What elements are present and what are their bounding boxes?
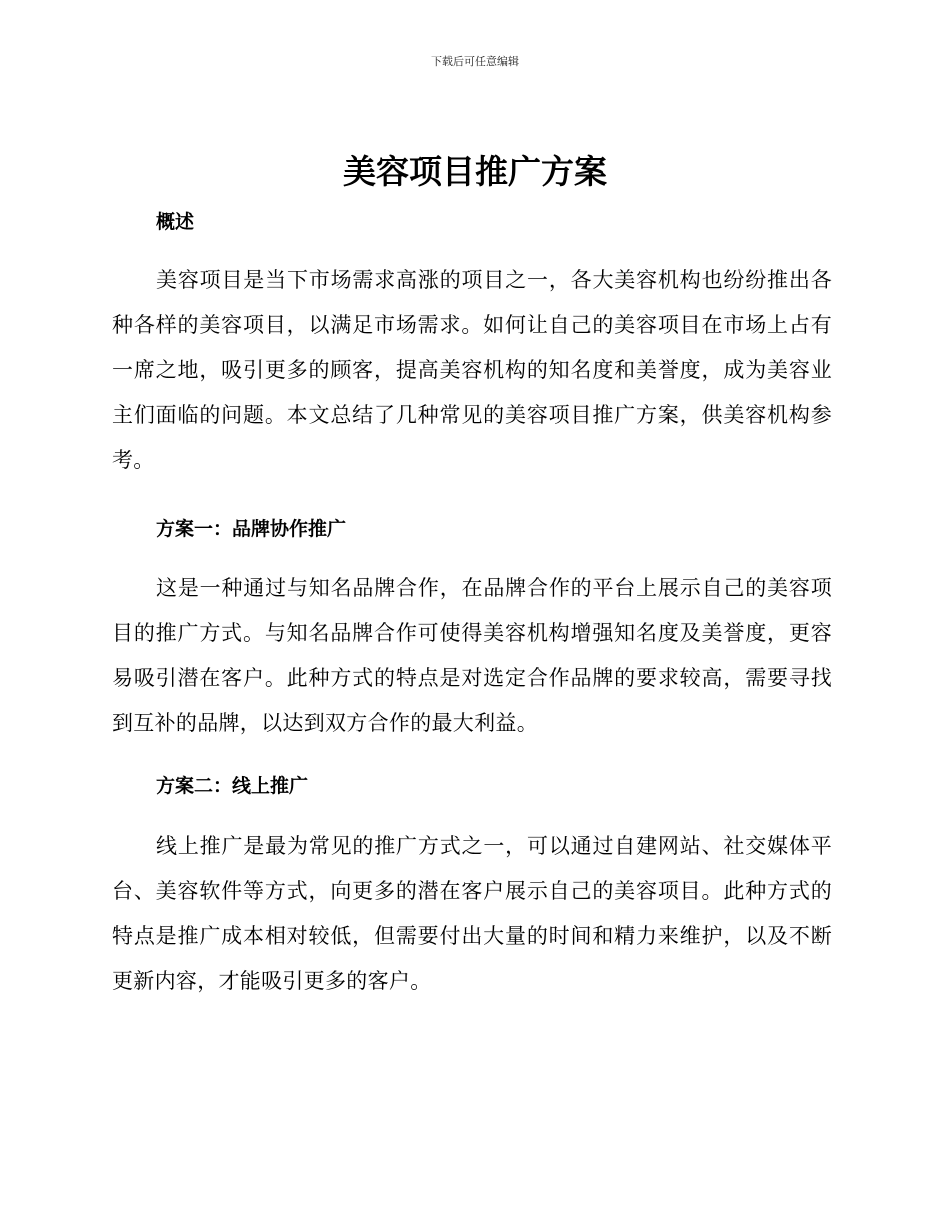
section-heading-plan-two: 方案二：线上推广: [156, 775, 309, 797]
section-heading-plan-one: 方案一：品牌协作推广: [156, 518, 347, 540]
document-body: [112, 203, 832, 1004]
page-header-note: 下载后可任意编辑: [431, 55, 519, 68]
section-paragraph-overview: 美容项目是当下市场需求高涨的项目之一，各大美容机构也纷纷推出各种各样的美容项目，以满足市场需求。如何让自己的美容项目在市场上占有一席之地，吸引更多的顾客，提高美容机构的知名度和美誉度，成为美容业主们面临的问题。本文总结了几种常见的美容项目推广方案，供美容机构参考。: [112, 268, 832, 472]
section-heading-overview: 概述: [156, 211, 195, 233]
section-paragraph-plan-one: 这是一种通过与知名品牌合作，在品牌合作的平台上展示自己的美容项目的推广方式。与知名品牌合作可使得美容机构增强知名度及美誉度，更容易吸引潜在客户。此种方式的特点是对选定合作品牌的要求较高，需要寻找到互补的品牌，以达到双方合作的最大利益。: [112, 576, 832, 735]
section-paragraph-plan-two: 线上推广是最为常见的推广方式之一，可以通过自建网站、社交媒体平台、美容软件等方式，向更多的潜在客户展示自己的美容项目。此种方式的特点是推广成本相对较低，但需要付出大量的时间和精力来维护，以及不断更新内容，才能吸引更多的客户。: [112, 834, 832, 993]
document-title: 美容项目推广方案: [343, 152, 607, 191]
